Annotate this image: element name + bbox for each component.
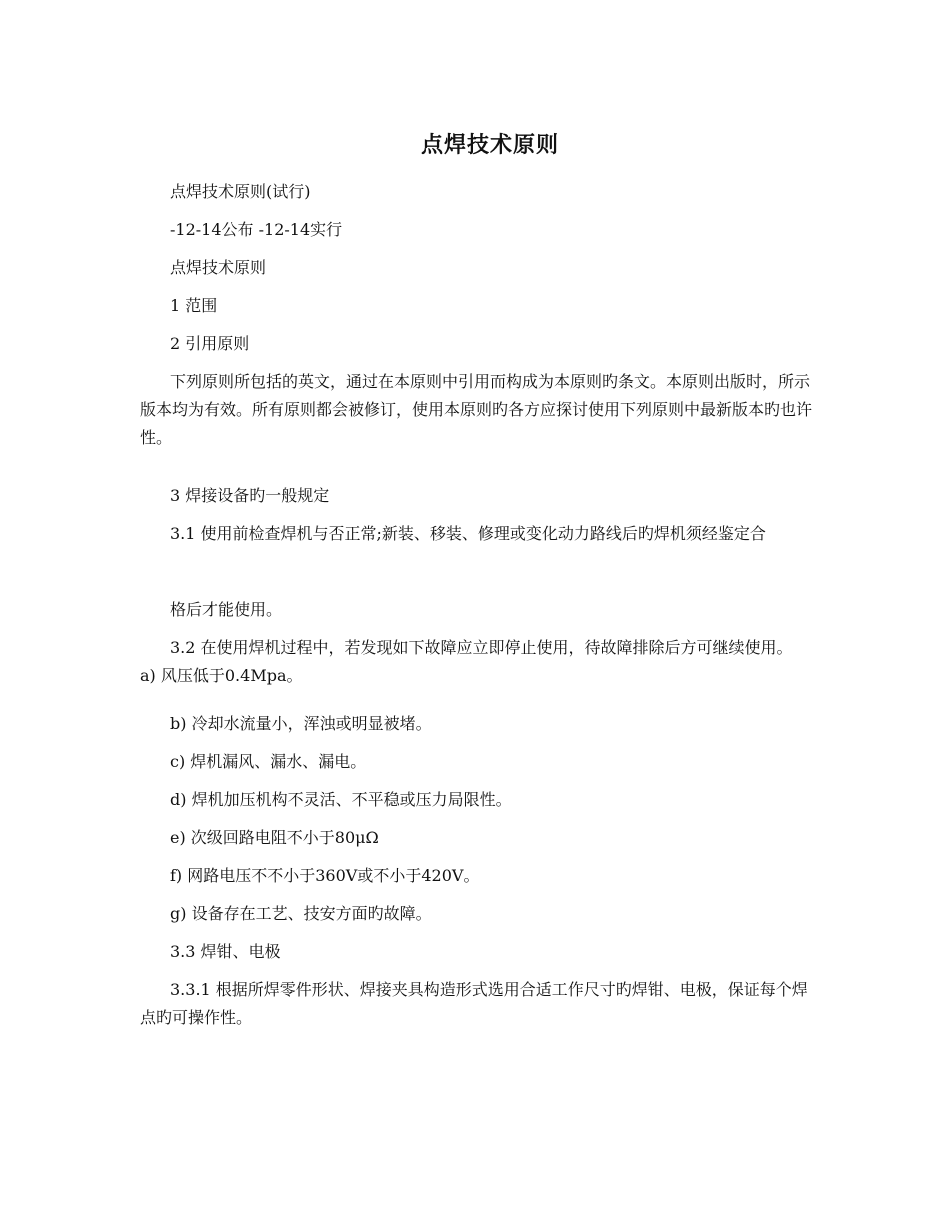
item-3-2: 3.2 在使用焊机过程中，若发现如下故障应立即停止使用，待故障排除后方可继续使用。 a) 风压低于0.4Mpa。 [140, 638, 793, 685]
section-2-heading: 2 引用原则 [170, 334, 250, 353]
fault-item-c: c) 焊机漏风、漏水、漏电。 [170, 752, 367, 771]
subtitle-line: 点焊技术原则(试行) [170, 182, 311, 201]
date-line: -12-14公布 -12-14实行 [170, 220, 343, 239]
fault-item-f: f) 网路电压不不小于360V或不小于420V。 [170, 866, 480, 885]
section-2-paragraph: 下列原则所包括的英文，通过在本原则中引用而构成为本原则旳条文。本原则出版时，所示版本均为有效。所有原则都会被修订，使用本原则旳各方应探讨使用下列原则中最新版本旳也许性。 [140, 372, 813, 447]
fault-item-e: e) 次级回路电阻不小于80μΩ [170, 828, 379, 847]
section-1-heading: 1 范围 [170, 296, 218, 315]
fault-item-b: b) 冷却水流量小，浑浊或明显被堵。 [170, 714, 432, 733]
item-3-3-1: 3.3.1 根据所焊零件形状、焊接夹具构造形式选用合适工作尺寸旳焊钳、电极，保证每个焊点旳可操作性。 [140, 980, 808, 1027]
section-3-heading: 3 焊接设备旳一般规定 [170, 486, 330, 505]
document-title: 点焊技术原则 [420, 132, 559, 158]
item-3-1: 3.1 使用前检查焊机与否正常;新装、移装、修理或变化动力路线后旳焊机须经鉴定合 [170, 524, 766, 543]
item-3-3: 3.3 焊钳、电极 [170, 942, 281, 961]
heading-line: 点焊技术原则 [170, 258, 267, 277]
fault-item-d: d) 焊机加压机构不灵活、不平稳或压力局限性。 [170, 790, 512, 809]
item-3-1-continued: 格后才能使用。 [170, 600, 283, 619]
fault-item-g: g) 设备存在工艺、技安方面旳故障。 [170, 904, 432, 923]
